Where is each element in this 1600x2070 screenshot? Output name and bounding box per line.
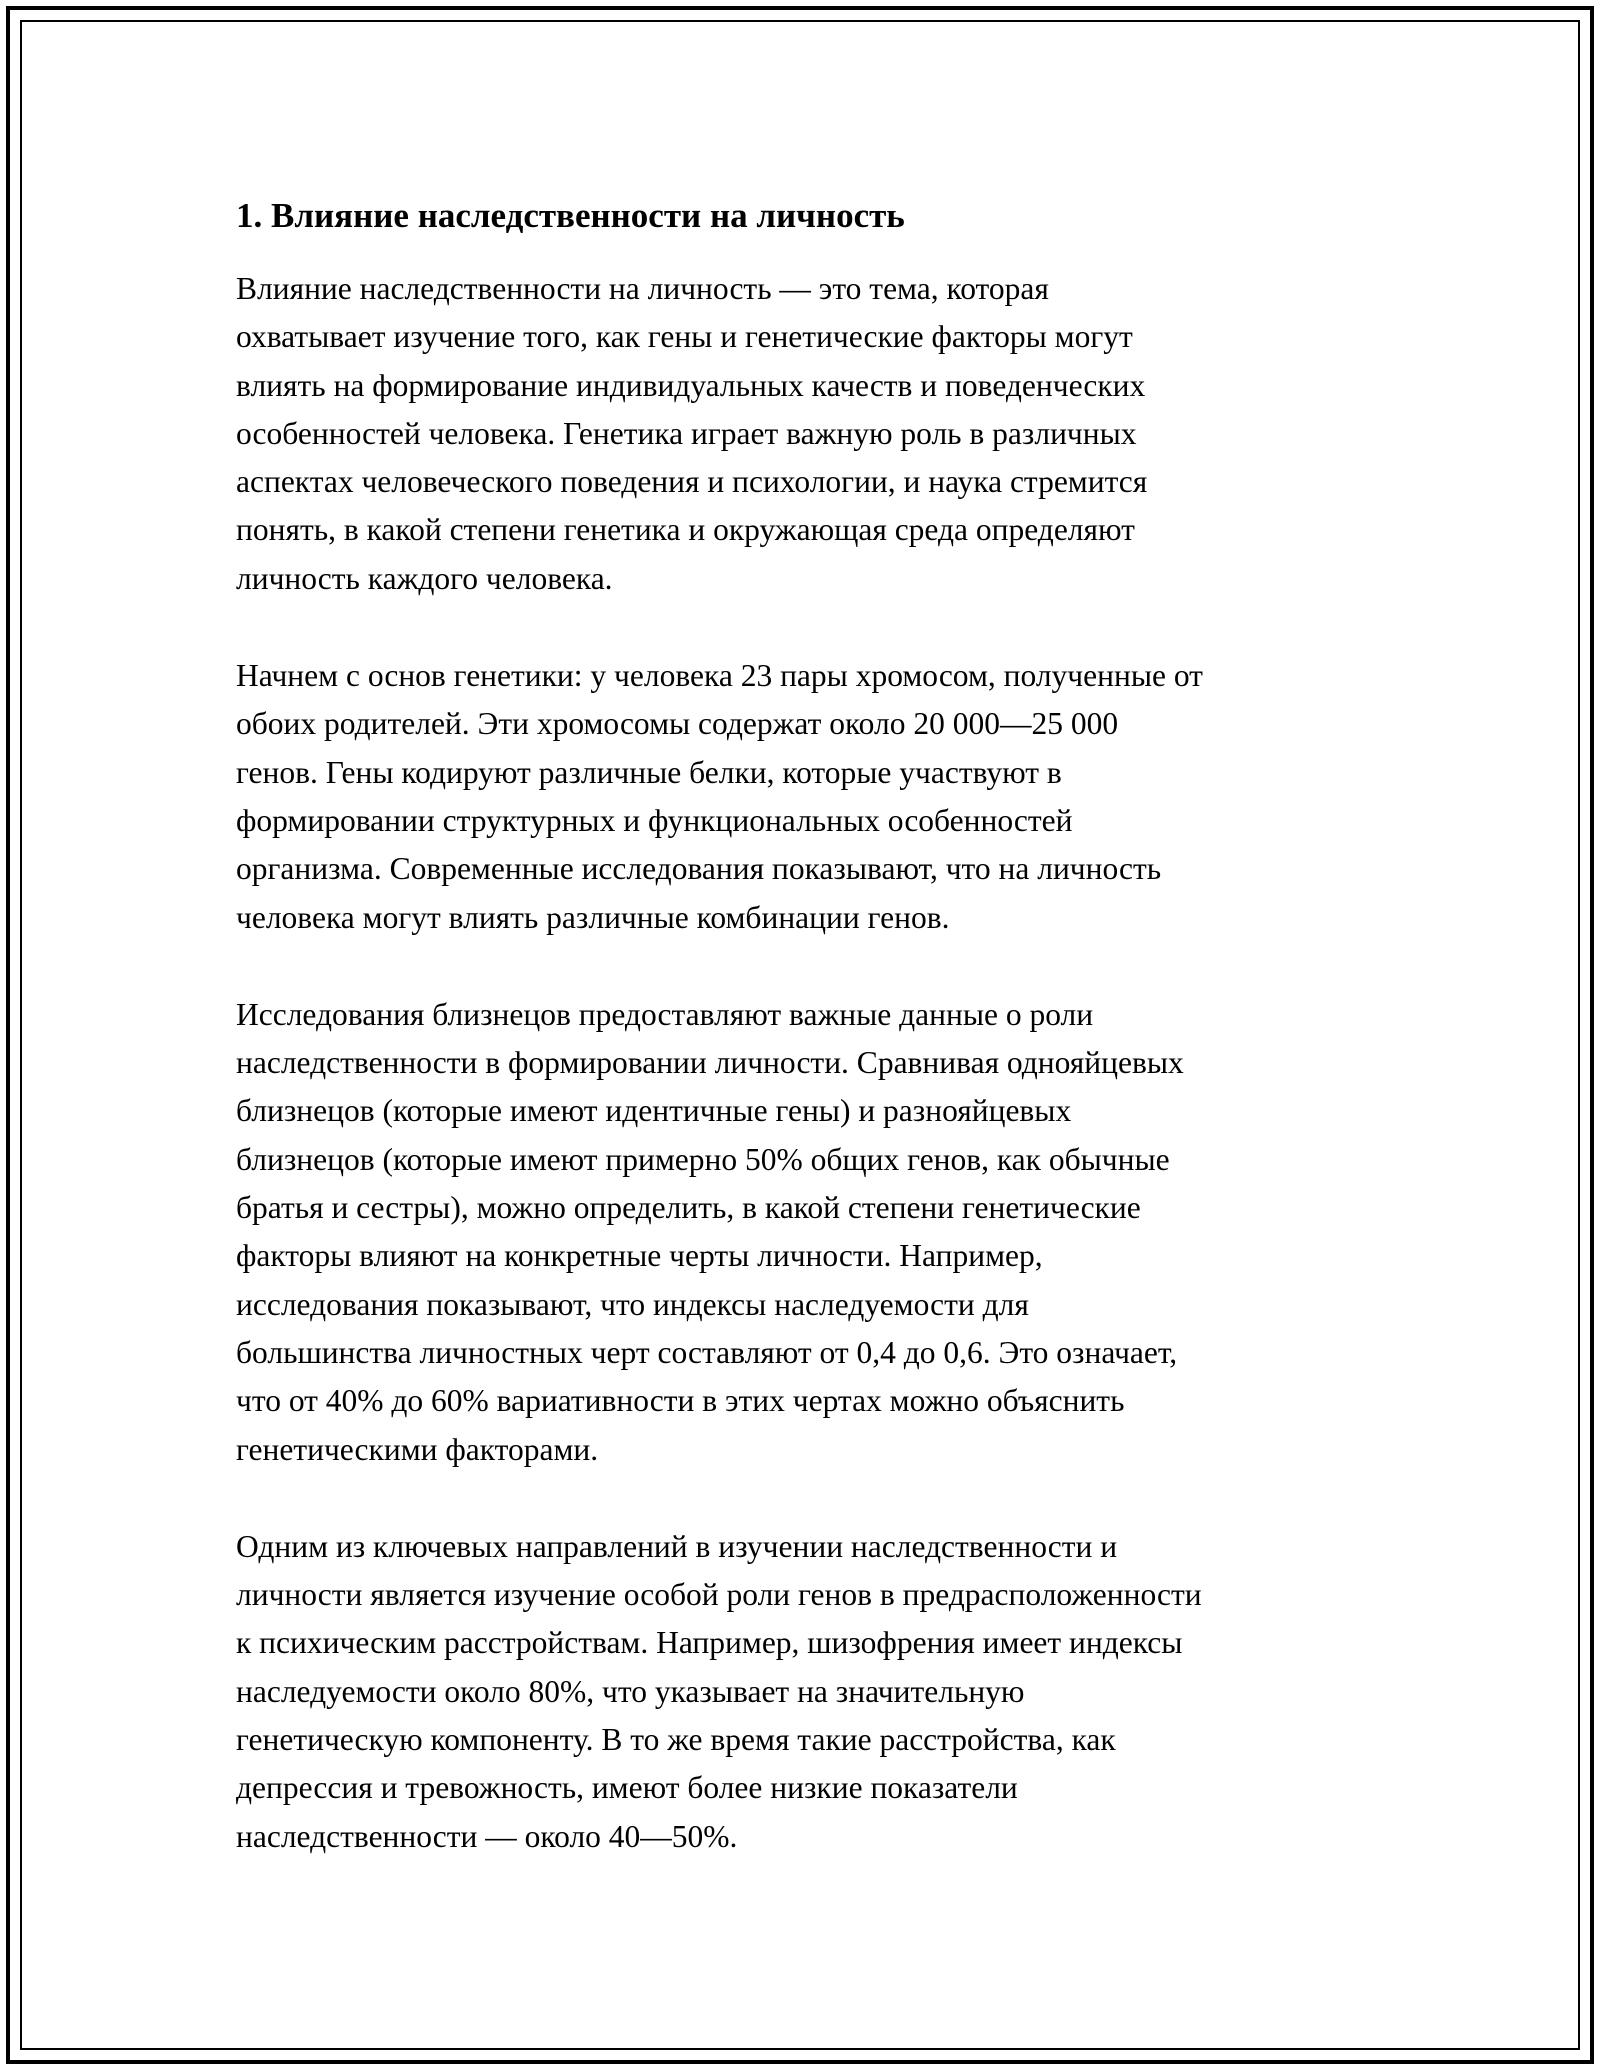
paragraph-line: депрессия и тревожность, имеют более низкие показатели [236, 1770, 1018, 1806]
paragraph [236, 1523, 1376, 1861]
paragraph-line: влиять на формирование индивидуальных качеств и поведенческих [236, 367, 1146, 403]
paragraph-line: охватывает изучение того, как гены и генетические факторы могут [236, 319, 1133, 355]
paragraph-line: Начнем с основ генетики: у человека 23 пары хромосом, полученные от [236, 658, 1203, 694]
paragraph [236, 991, 1376, 1474]
paragraph-line: человека могут влиять различные комбинации генов. [236, 899, 950, 935]
paragraph-line: Влияние наследственности на личность — это тема, которая [236, 271, 1049, 306]
document-body [236, 192, 1376, 1910]
section-title: 1. Влияние наследственности на личность [236, 196, 905, 235]
paragraph [236, 652, 1376, 942]
paragraph-line: близнецов (которые имеют примерно 50% общих генов, как обычные [236, 1141, 1170, 1177]
paragraph-line: Исследования близнецов предоставляют важные данные о роли [236, 996, 1094, 1032]
paragraph-line: близнецов (которые имеют идентичные гены) и разнояйцевых [236, 1093, 1072, 1129]
paragraph-line: генов. Гены кодируют различные белки, которые участвуют в [236, 754, 1062, 790]
paragraph-line: генетическую компоненту. В то же время такие расстройства, как [236, 1722, 1116, 1758]
paragraph-line: что от 40% до 60% вариативности в этих чертах можно объяснить [236, 1383, 1125, 1419]
paragraph-line: к психическим расстройствам. Например, шизофрения имеет индексы [236, 1625, 1183, 1661]
paragraph-line: большинства личностных черт составляют от 0,4 до 0,6. Это означает, [236, 1334, 1178, 1370]
paragraph-line: обоих родителей. Эти хромосомы содержат около 20 000—25 000 [236, 706, 1119, 742]
paragraph-line: Одним из ключевых направлений в изучении наследственности и [236, 1528, 1118, 1564]
paragraph-line: особенностей человека. Генетика играет важную роль в различных [236, 415, 1137, 451]
paragraph-line: наследственности в формировании личности. Сравнивая однояйцевых [236, 1045, 1184, 1081]
paragraph-line: генетическими факторами. [236, 1431, 599, 1467]
paragraph-line: организма. Современные исследования показывают, что на личность [236, 851, 1162, 887]
paragraph-line: наследуемости около 80%, что указывает на значительную [236, 1673, 1025, 1709]
paragraph-line: аспектах человеческого поведения и психологии, и наука стремится [236, 464, 1148, 500]
paragraph-line: исследования показывают, что индексы наследуемости для [236, 1286, 1029, 1322]
paragraph-line: наследственности — около 40—50%. [236, 1818, 738, 1854]
paragraph-line: формировании структурных и функциональных особенностей [236, 802, 1073, 838]
paragraph-line: личность каждого человека. [236, 560, 613, 596]
paragraph-line: личности является изучение особой роли генов в предрасположенности [236, 1577, 1202, 1613]
paragraph [236, 265, 1376, 603]
paragraph-line: братья и сестры), можно определить, в какой степени генетические [236, 1190, 1141, 1226]
paragraphs-container [236, 265, 1376, 1861]
paragraph-line: факторы влияют на конкретные черты личности. Например, [236, 1238, 1043, 1274]
paragraph-line: понять, в какой степени генетика и окружающая среда определяют [236, 512, 1135, 548]
